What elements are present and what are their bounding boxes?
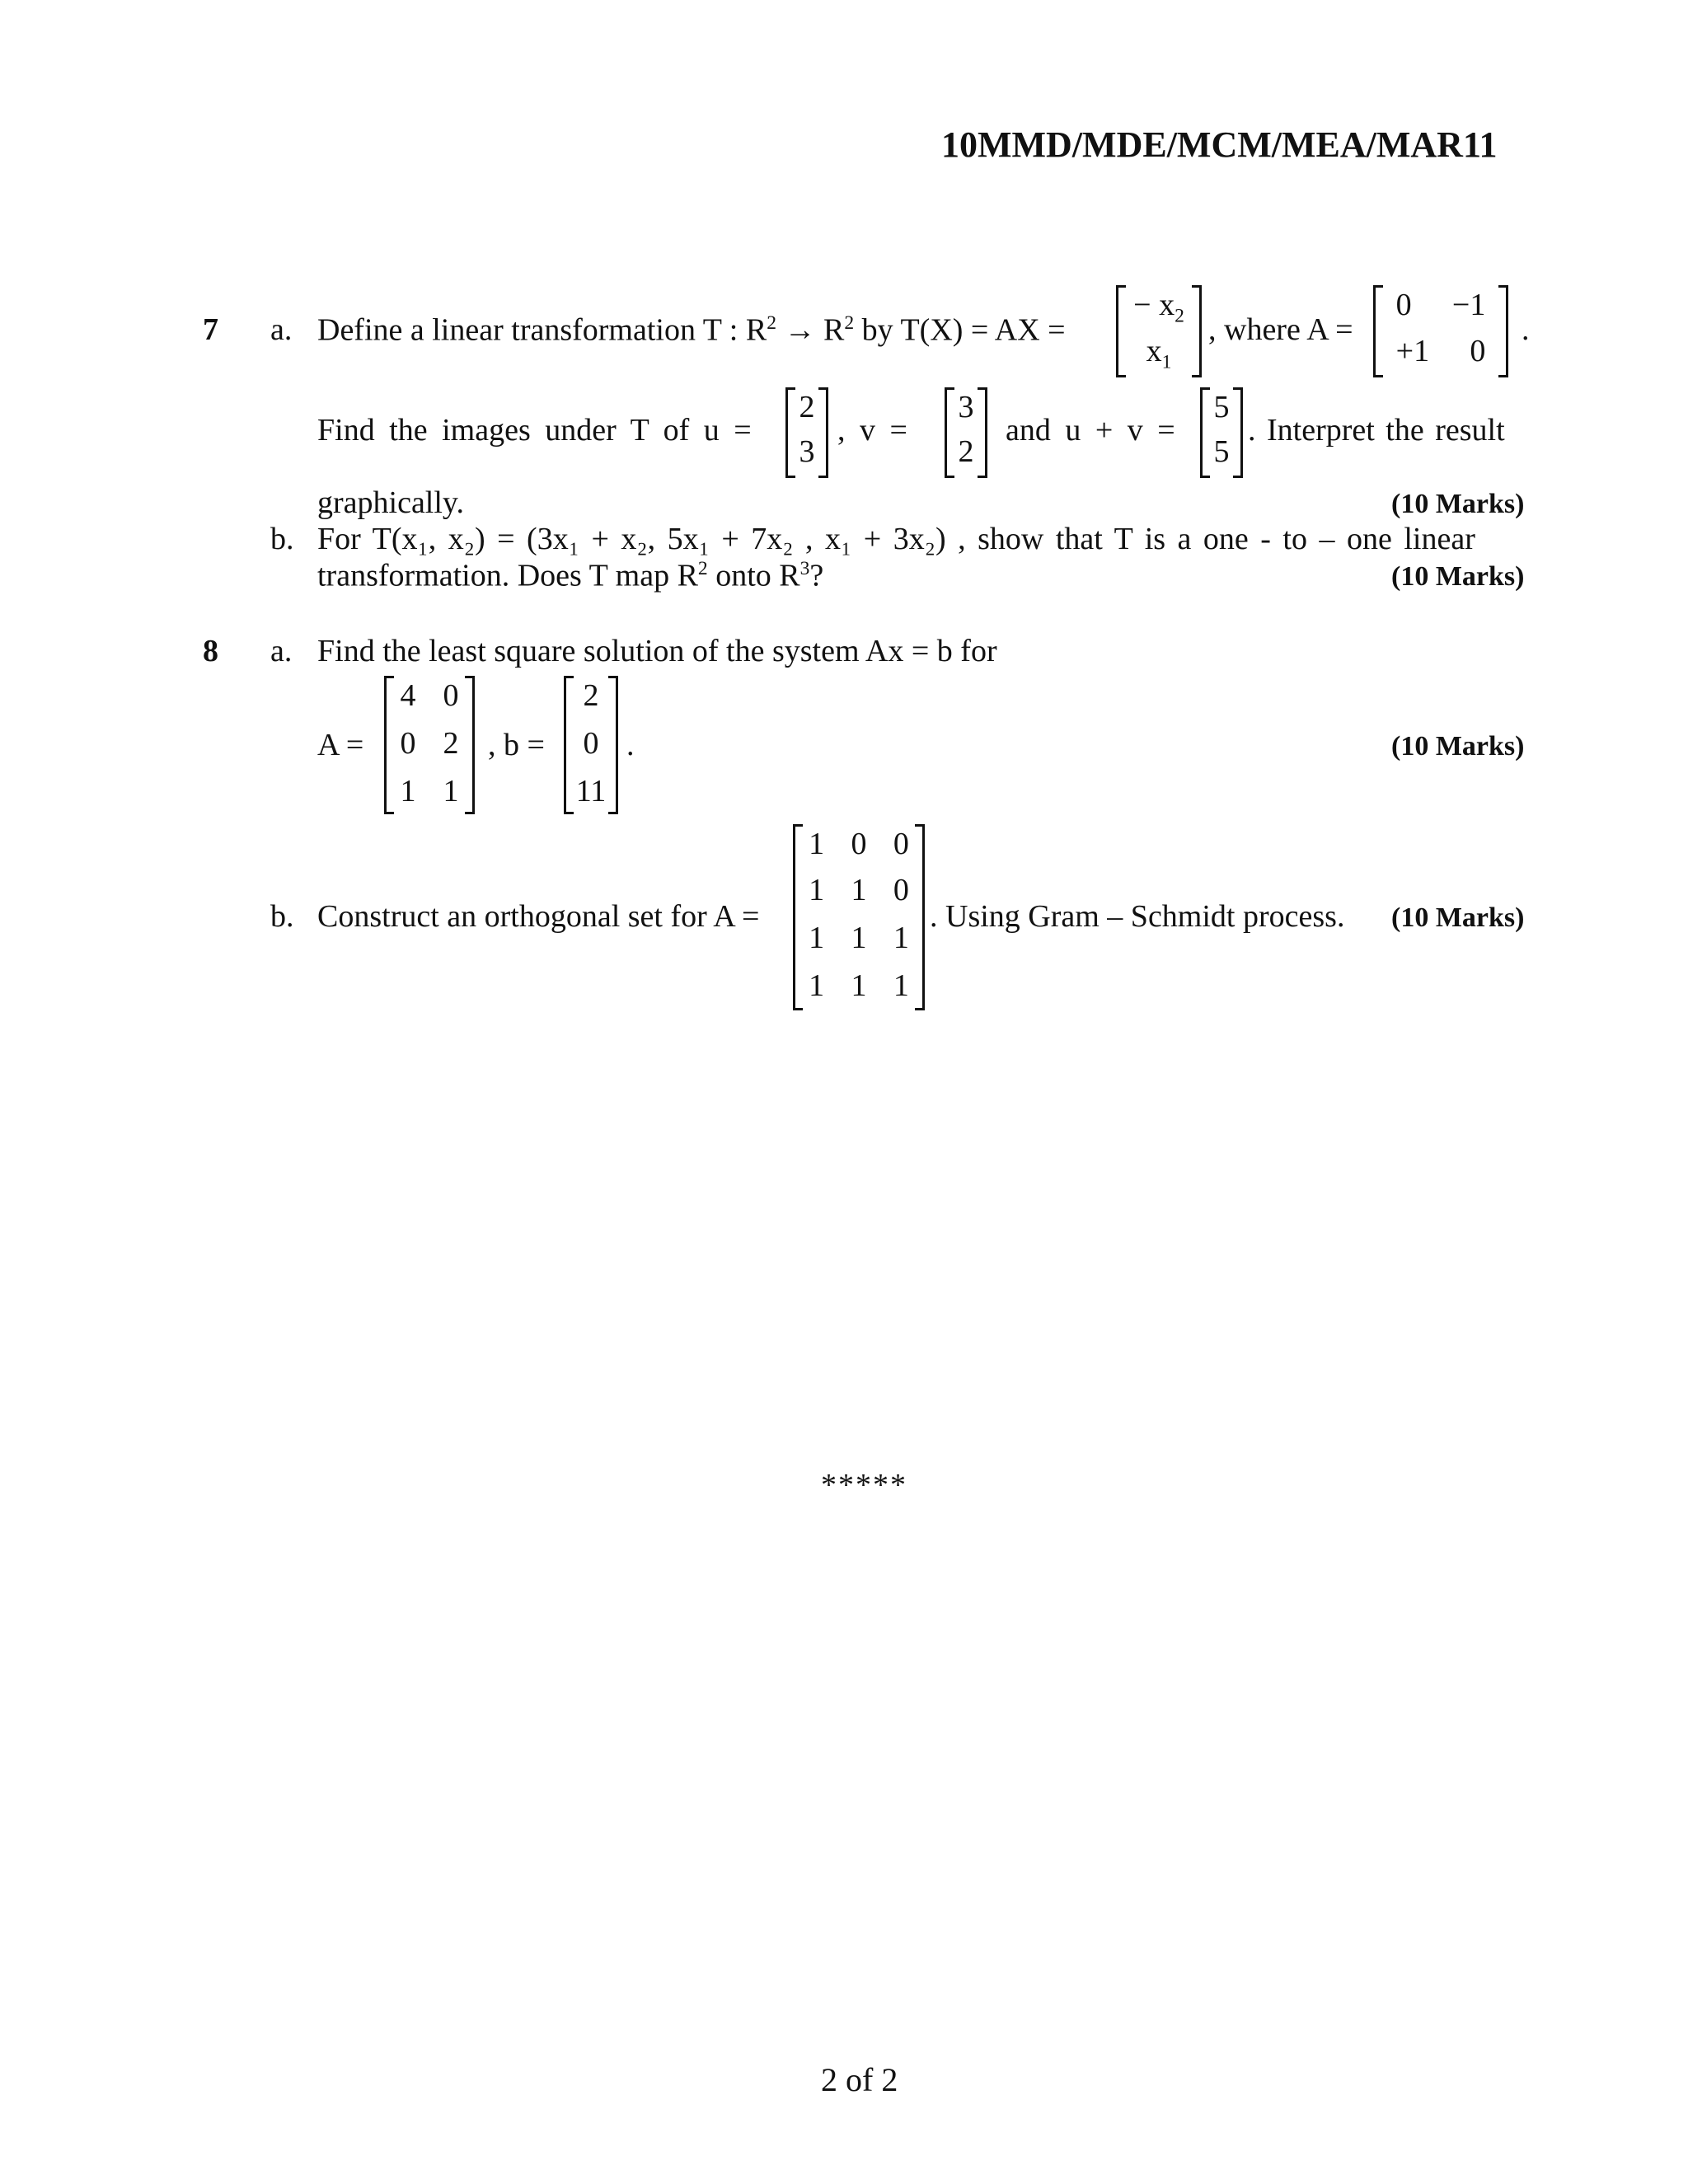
q8a-marks: (10 Marks): [1391, 731, 1525, 762]
v-label: , v =: [837, 413, 907, 448]
q7a-sup1: 2: [767, 312, 776, 334]
q8a-a-label: A =: [317, 728, 364, 762]
a-cell: 1: [893, 921, 909, 955]
q7a-line1-prefix: Define a linear transformation T : R: [317, 312, 767, 348]
q7a-line3: graphically.: [317, 485, 464, 520]
tx-bottom-sub: 1: [1161, 351, 1172, 373]
and-label: and u + v =: [1006, 413, 1175, 448]
q7a-line2-prefix: Find the images under T of u =: [317, 413, 752, 448]
q8a-period: .: [626, 728, 635, 762]
a-cell: 1: [851, 968, 867, 1003]
a-cell: 0: [400, 726, 416, 761]
tx-top-sub: 2: [1175, 305, 1184, 327]
uv-cell: 5: [1213, 434, 1230, 469]
q7a-line1: [317, 312, 1066, 349]
matrix-a-q8b: [793, 824, 925, 1010]
where-label: , where A =: [1208, 312, 1353, 347]
vector-u: [785, 387, 828, 478]
q7b-line2: [317, 557, 823, 595]
v-cell: 2: [958, 434, 974, 469]
q7a-line1-mid: by T(X) = AX =: [854, 312, 1066, 348]
a-cell: 2: [443, 726, 459, 761]
tx-top: − x: [1133, 288, 1175, 322]
q8a-label: a.: [270, 634, 293, 668]
uv-cell: 5: [1213, 390, 1230, 424]
u-cell: 3: [799, 434, 815, 469]
v-cell: 3: [958, 390, 974, 424]
tx-bottom: x: [1146, 334, 1162, 368]
a-cell: −1: [1451, 288, 1486, 322]
q7b-line2-prefix: transformation. Does T map R: [317, 558, 698, 593]
q7a-period: .: [1522, 312, 1530, 347]
b-cell: 2: [583, 678, 599, 713]
q8b-label: b.: [270, 899, 294, 934]
a-cell: 4: [400, 678, 416, 713]
q8b-text-suffix: . Using Gram – Schmidt process.: [930, 899, 1345, 934]
q7b-label: b.: [270, 522, 294, 556]
q8a-line1: Find the least square solution of the system Ax = b for: [317, 634, 997, 668]
a-cell: +1: [1395, 334, 1430, 368]
q7a-arrow: → R: [776, 312, 845, 348]
document-code: 10MMD/MDE/MCM/MEA/MAR11: [941, 124, 1498, 165]
a-cell: 0: [851, 827, 867, 861]
q7b-sup1: 2: [697, 558, 708, 579]
vector-b: [564, 676, 618, 814]
q7a-label: a.: [270, 312, 293, 347]
end-stars: *****: [821, 1468, 907, 1502]
a-cell: 0: [443, 678, 459, 713]
a-cell: 1: [809, 827, 825, 861]
a-cell: 1: [851, 921, 867, 955]
tx-vector: [1116, 285, 1202, 377]
vector-u-plus-v: [1200, 387, 1243, 478]
a-cell: 1: [851, 873, 867, 907]
matrix-a-q8a: [384, 676, 475, 814]
q7b-line2-mid: onto R: [707, 558, 800, 593]
a-cell: 1: [809, 968, 825, 1003]
question-8-number: 8: [203, 634, 218, 668]
a-cell: 1: [809, 873, 825, 907]
a-cell: 1: [443, 774, 459, 808]
q7b-line2-suffix: ?: [809, 558, 824, 593]
vector-v: [945, 387, 987, 478]
a-cell: 1: [400, 774, 416, 808]
a-cell: 1: [809, 921, 825, 955]
matrix-a-q7: [1373, 285, 1508, 377]
q7b-line1: For T(x₁, x₂) = (3x₁ + x₂, 5x₁ + 7x₂ , x₁ + 3x₂) , show that T is a one - to – one linear: [317, 522, 1475, 556]
q8b-text-prefix: Construct an orthogonal set for A =: [317, 899, 760, 934]
q8b-marks: (10 Marks): [1391, 902, 1525, 933]
q7b-marks: (10 Marks): [1391, 561, 1525, 592]
q7b-sup2: 3: [799, 558, 810, 579]
a-cell: 0: [1395, 288, 1412, 322]
a-cell: 1: [893, 968, 909, 1003]
q8a-b-label: , b =: [488, 728, 545, 762]
u-cell: 2: [799, 390, 815, 424]
b-cell: 11: [575, 774, 607, 808]
page-number: 2 of 2: [821, 2061, 898, 2098]
question-7-number: 7: [203, 312, 218, 347]
a-cell: 0: [893, 873, 909, 907]
a-cell: 0: [1470, 334, 1486, 368]
q7a-marks: (10 Marks): [1391, 489, 1525, 519]
b-cell: 0: [583, 726, 599, 761]
q7a-sup2: 2: [844, 312, 855, 334]
q7a-line2-suffix: . Interpret the result: [1248, 413, 1505, 448]
a-cell: 0: [893, 827, 909, 861]
